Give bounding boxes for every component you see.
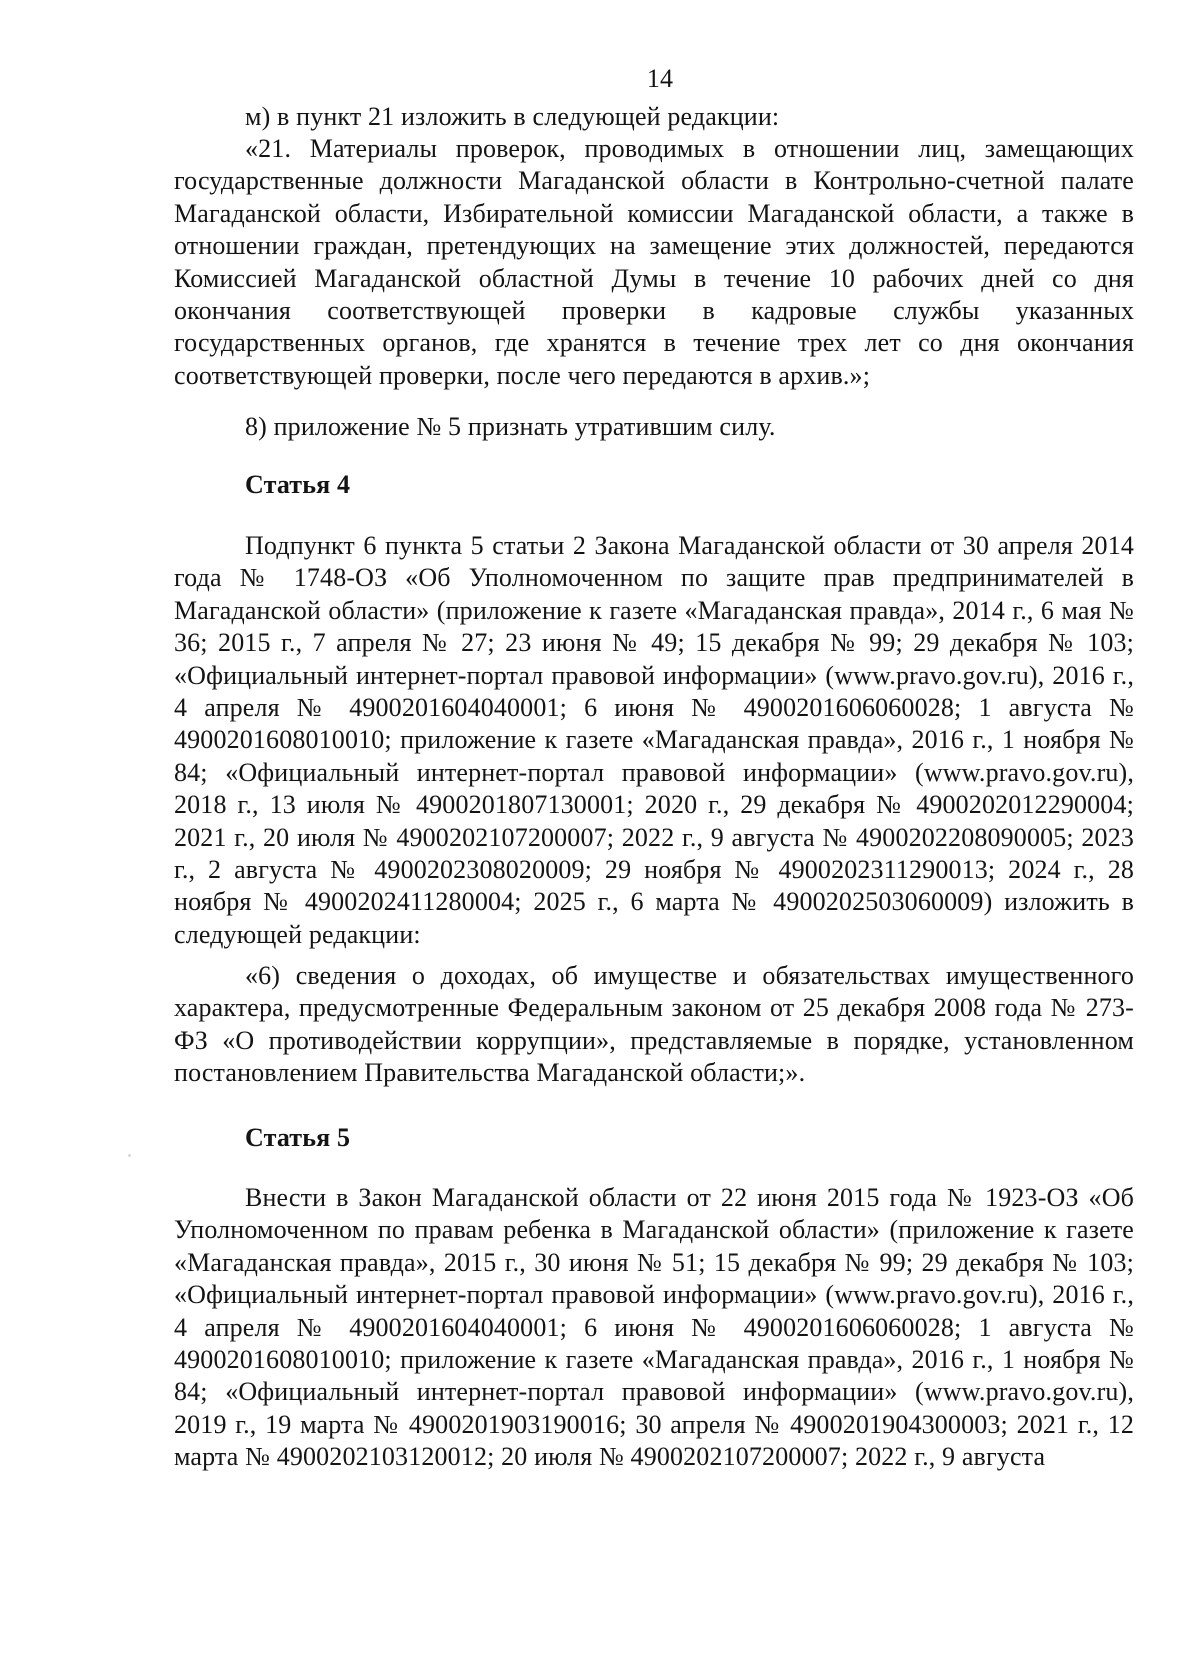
amendment-m-quoted-text: «21. Материалы проверок, проводимых в отношении лиц, замещающих государственные должности Магаданской области в Контрольно-счетной палате Магаданской области, Избирательной комиссии Магаданской области, а также в отношении граждан, претендующих на замещение этих должностей, передаются Комиссией Магаданской областной Думы в течение 10 рабочих дней со дня окончания соответствующей проверки в кадровые службы указанных государственных органов, где хранятся в течение трех лет со дня окончания соответствующей проверки, после чего передаются в архив.»;: [174, 134, 1134, 390]
page-number: 14: [646, 64, 674, 93]
item-8-text: 8) приложение № 5 признать утратившим силу.: [245, 412, 776, 441]
article-5-heading: Статья 5: [245, 1123, 351, 1152]
amendment-m-intro: м) в пункт 21 изложить в следующей редакции:: [245, 102, 780, 131]
article-4-heading: Статья 4: [245, 470, 351, 499]
article-4-body: Подпункт 6 пункта 5 статьи 2 Закона Магаданской области от 30 апреля 2014 года № 1748-ОЗ «Об Уполномоченном по защите прав предпринимателей в Магаданской области» (приложение к газете «Магаданская правда», 2014 г., 6 мая № 36; 2015 г., 7 апреля № 27; 23 июня № 49; 15 декабря № 99; 29 декабря № 103; «Официальный интернет-портал правовой информации» (www.pravo.gov.ru), 2016 г., 4 апреля № 4900201604040001; 6 июня № 4900201606060028; 1 августа № 4900201608010010; приложение к газете «Магаданская правда», 2016 г., 1 ноября № 84; «Официальный интернет-портал правовой информации» (www.pravo.gov.ru), 2018 г., 13 июля № 4900201807130001; 2020 г., 29 декабря № 4900202012290004; 2021 г., 20 июля № 4900202107200007; 2022 г., 9 августа № 4900202208090005; 2023 г., 2 августа № 4900202308020009; 29 ноября № 4900202311290013; 2024 г., 28 ноября № 4900202411280004; 2025 г., 6 марта № 4900202503060009) изложить в следующей редакции:: [174, 531, 1134, 949]
scan-dust-speck: [128, 1154, 131, 1157]
article-4-quoted-text: «6) сведения о доходах, об имуществе и обязательствах имущественного характера, предусмотренные Федеральным законом от 25 декабря 2008 года № 273-ФЗ «О противодействии коррупции», представляемые в порядке, установленном постановлением Правительства Магаданской области;».: [174, 961, 1134, 1088]
article-5-body: Внести в Закон Магаданской области от 22 июня 2015 года № 1923-ОЗ «Об Уполномоченном по правам ребенка в Магаданской области» (приложение к газете «Магаданская правда», 2015 г., 30 июня № 51; 15 декабря № 99; 29 декабря № 103; «Официальный интернет-портал правовой информации» (www.pravo.gov.ru), 2016 г., 4 апреля № 4900201604040001; 6 июня № 4900201606060028; 1 августа № 4900201608010010; приложение к газете «Магаданская правда», 2016 г., 1 ноября № 84; «Официальный интернет-портал правовой информации» (www.pravo.gov.ru), 2019 г., 19 марта № 4900201903190016; 30 апреля № 4900201904300003; 2021 г., 12 марта № 4900202103120012; 20 июля № 4900202107200007; 2022 г., 9 августа: [174, 1183, 1134, 1472]
